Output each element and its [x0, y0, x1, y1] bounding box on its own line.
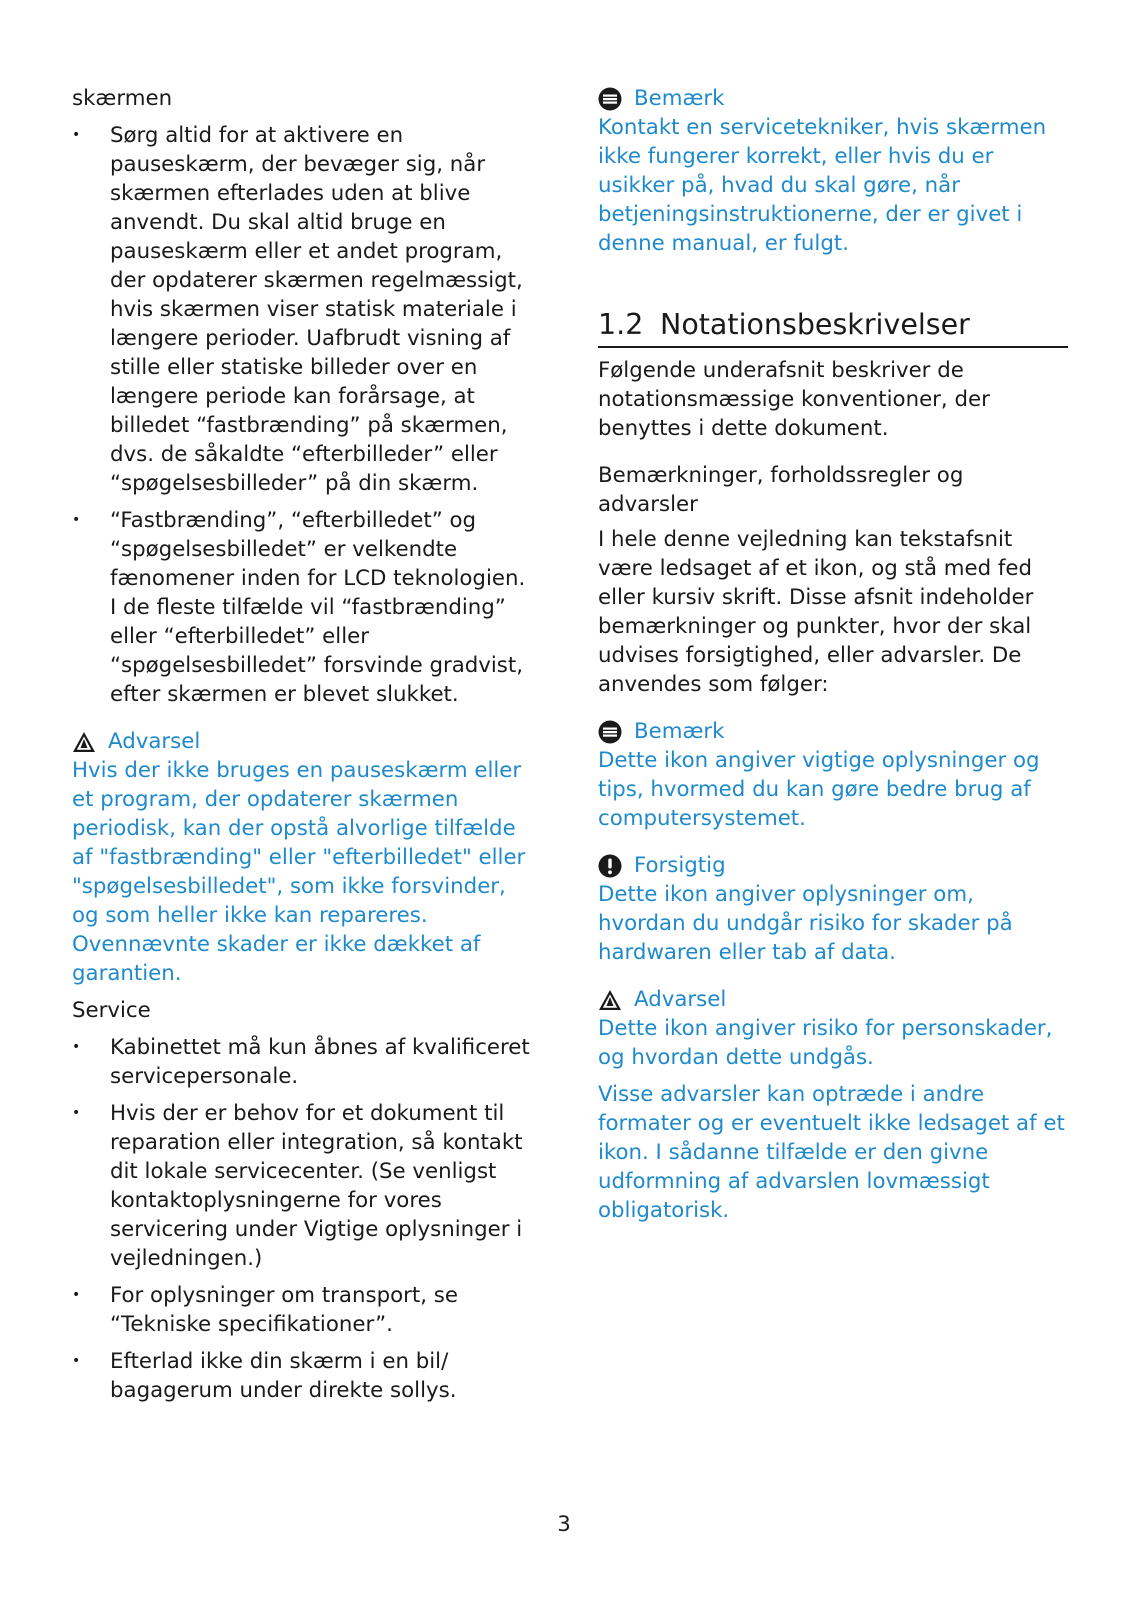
intro-label: skærmen: [72, 86, 173, 111]
service-list: [72, 1033, 532, 1405]
caution-callout-heading: [598, 851, 1068, 880]
caution-text: Dette ikon angiver oplysninger om, hvordan du undgår risiko for skader på hardwaren eller tab af data.: [598, 882, 1013, 965]
caution-icon: [598, 854, 622, 878]
section-title: Notationsbeskrivelser: [660, 308, 970, 341]
list-item: • Sørg altid for at aktivere en pauseskærm, der bevæger sig, når skærmen efterlades uden at blive anvendt. Du skal altid bruge en pauseskærm eller et andet program, der opdaterer skærmen regelmæssigt, hvis skærmen viser statisk materiale i længere perioder. Uafbrudt visning af stille eller statiske billeder over en længere periode kan forårsage, at billedet “fastbrænding” på skærmen, dvs. de såkaldte “efterbilleder” eller “spøgelsesbilleder” på din skærm.: [72, 121, 532, 498]
warning-text: Hvis der ikke bruges en pauseskærm eller et program, der opdaterer skærmen periodisk, kan der opstå alvorlige tilfælde af "fastbrænding" eller "efterbilledet" eller "spøgelsesbilledet", som ikke forsvinder, og som heller ikke kan repareres. Ovennævnte skader er ikke dækket af garantien.: [72, 758, 526, 986]
warning-heading: Advarsel: [634, 987, 727, 1012]
section-intro: Følgende underafsnit beskriver de notationsmæssige konventioner, der benyttes i dette dokument.: [598, 358, 990, 441]
note-callout-heading: [598, 717, 1068, 746]
section-number: 1.2: [598, 308, 644, 341]
caution-heading: Forsigtig: [634, 853, 726, 878]
warning-text: Dette ikon angiver risiko for personskader, og hvordan dette undgås.: [598, 1016, 1053, 1070]
note-callout-heading: [598, 84, 1068, 113]
note-text: Kontakt en servicetekniker, hvis skærmen ikke fungerer korrekt, eller hvis du er usikker på, hvad du skal gøre, når betjeningsinstruktionerne, der er givet i denne manual, er fulgt.: [598, 115, 1047, 256]
page-number: 3: [557, 1512, 571, 1537]
warning-callout-heading: [72, 727, 532, 756]
note-text: Dette ikon angiver vigtige oplysninger og tips, hvormed du kan gøre bedre brug af computersystemet.: [598, 748, 1040, 831]
note-icon: [598, 720, 622, 744]
warning-callout-heading: [598, 985, 1068, 1014]
warning-icon: [598, 988, 622, 1012]
list-item: • For oplysninger om transport, se “Tekniske specifikationer”.: [72, 1281, 532, 1339]
list-item: • “Fastbrænding”, “efterbilledet” og “spøgelsesbilledet” er velkendte fænomener inden for LCD teknologien. I de fleste tilfælde vil “fastbrænding” eller “efterbilledet” eller “spøgelsesbilledet” forsvinde gradvist, efter skærmen er blevet slukket.: [72, 506, 532, 709]
list-item: • Hvis der er behov for et dokument til reparation eller integration, så kontakt dit lokale servicecenter. (Se venligst kontaktoplysningerne for vores servicering under Vigtige oplysninger i vejledningen.): [72, 1099, 532, 1273]
note-heading: Bemærk: [634, 86, 725, 111]
list-item: • Kabinettet må kun åbnes af kvalificeret servicepersonale.: [72, 1033, 532, 1091]
screen-care-list: [72, 121, 532, 709]
warning-extra-text: Visse advarsler kan optræde i andre formater og er eventuelt ikke ledsaget af et ikon. I sådanne tilfælde er den givne udformning af advarslen lovmæssigt obligatorisk.: [598, 1082, 1065, 1223]
left-column: [72, 84, 532, 1405]
note-heading: Bemærk: [634, 719, 725, 744]
list-item: • Efterlad ikke din skærm i en bil/ bagagerum under direkte sollys.: [72, 1347, 532, 1405]
warning-icon: [72, 730, 96, 754]
warning-heading: Advarsel: [108, 729, 201, 754]
section-heading: [598, 306, 1068, 348]
note-icon: [598, 87, 622, 111]
right-column: [598, 84, 1068, 1225]
service-label: Service: [72, 998, 151, 1023]
subheading: Bemærkninger, forholdssregler og advarsler: [598, 463, 964, 517]
sub-text: I hele denne vejledning kan tekstafsnit være ledsaget af et ikon, og stå med fed eller kursiv skrift. Disse afsnit indeholder bemærkninger og punkter, hvor der skal udvises forsigtighed, eller advarsler. De anvendes som følger:: [598, 527, 1034, 697]
